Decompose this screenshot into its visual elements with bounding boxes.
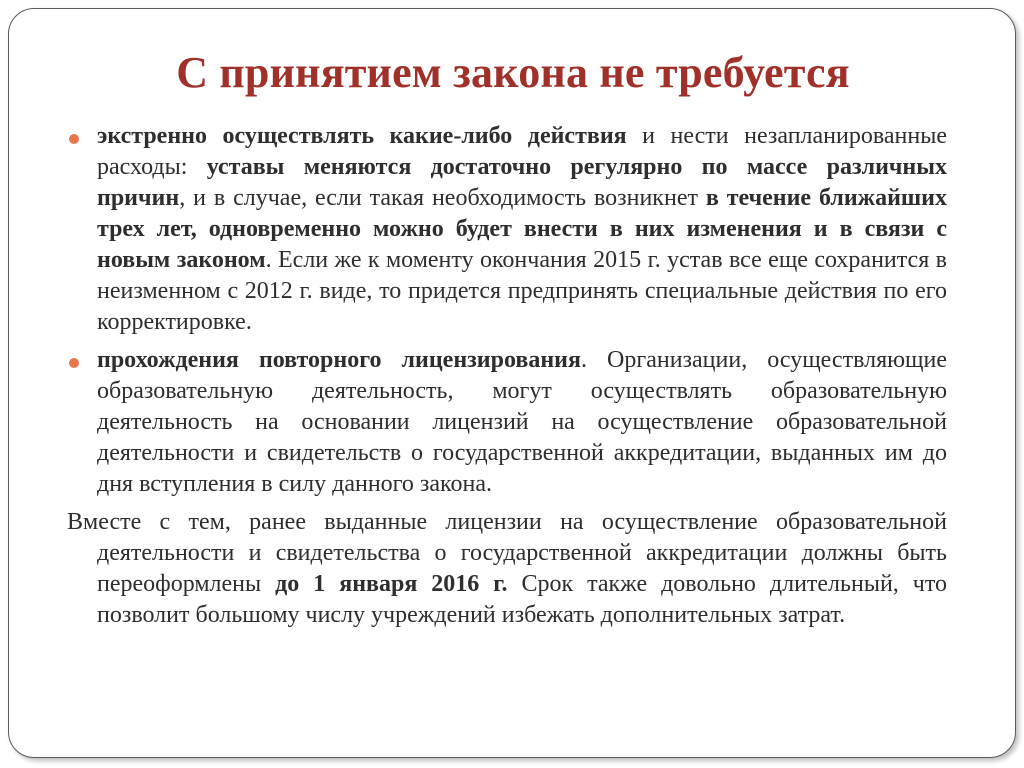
bullet-text-bold: уставы меняются достаточно регулярно по массе различных причин (97, 154, 947, 211)
bullet-dot-icon (69, 358, 79, 368)
bullet-text: . Если же к моменту окончания 2015 г. устав все еще сохранится в неизменном с 2012 г. виде, то придется предпринять специальные действия по его корректировке. (97, 247, 947, 335)
closing-text: Вместе с тем, ранее выданные лицензии на осуществление образовательной деятельности и свидетельства о государственной аккредитации должны быть переоформлены (67, 509, 947, 597)
slide-frame (8, 8, 1016, 758)
bullet-item (67, 121, 947, 338)
bullet-text: и нести незапланированные расходы: (97, 123, 947, 180)
slide-title: С принятием закона не требуется (176, 48, 850, 97)
bullet-item (67, 345, 947, 500)
slide-body (67, 121, 947, 631)
bullet-text-bold: в течение ближайших трех лет, одновременно можно будет внести в них изменения и в связи с новым законом (97, 185, 947, 273)
bullet-text: , и в случае, если такая необходимость возникнет (179, 185, 706, 211)
closing-text-bold: до 1 января 2016 г. (275, 571, 508, 597)
closing-paragraph (67, 507, 947, 631)
bullet-text-bold: прохождения повторного лицензирования (97, 347, 581, 373)
closing-text: Срок также довольно длительный, что позволит большому числу учреждений избежать дополнительных затрат. (97, 571, 948, 628)
bullet-text: . Организации, осуществляющие образовательную деятельность, могут осуществлять образовательную деятельность на основании лицензий на осуществление образовательной деятельности и свидетельств о государственной аккредитации, выданных им до дня вступления в силу данного закона. (97, 347, 948, 497)
bullet-dot-icon (69, 134, 79, 144)
bullet-text-bold: экстренно осуществлять какие-либо действия (97, 123, 627, 149)
